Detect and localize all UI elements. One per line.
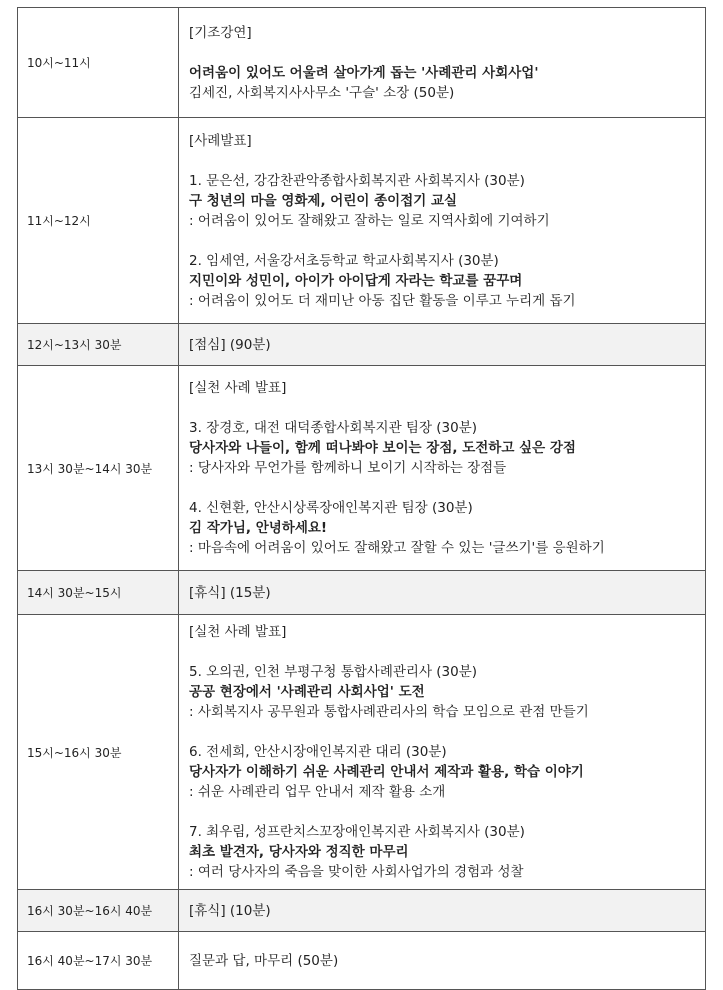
talk-speaker: 4. 신현환, 안산시상록장애인복지관 팀장 (30분) <box>189 500 473 516</box>
talk-speaker: 김세진, 사회복지사사무소 '구슬' 소장 (50분) <box>189 84 455 101</box>
time-cell: 10시~11시 <box>18 8 179 118</box>
talk-speaker: 3. 장경호, 대전 대덕종합사회복지관 팀장 (30분) <box>189 420 478 436</box>
talk-description: : 어려움이 있어도 더 재미난 아동 집단 활동을 이루고 누리게 돕기 <box>189 292 576 309</box>
time-cell: 16시 40분~17시 30분 <box>18 932 179 990</box>
talk-speaker: 6. 전세희, 안산시장애인복지관 대리 (30분) <box>189 744 447 760</box>
talk-description: : 어려움이 있어도 잘해왔고 잘하는 일로 지역사회에 기여하기 <box>189 212 550 229</box>
time-cell: 16시 30분~16시 40분 <box>18 890 179 932</box>
talk-description: : 여러 당사자의 죽음을 맞이한 사회사업가의 경험과 성찰 <box>189 864 524 880</box>
talk-title: 어려움이 있어도 어울려 살아가게 돕는 '사례관리 사회사업' <box>189 64 539 81</box>
section-label: [실천 사례 발표] <box>189 380 287 396</box>
talk-speaker: 2. 임세연, 서울강서초등학교 학교사회복지사 (30분) <box>189 252 499 269</box>
schedule-row <box>18 615 706 890</box>
talk-description: : 당사자와 무언가를 함께하니 보이기 시작하는 장점들 <box>189 460 507 476</box>
time-cell: 11시~12시 <box>18 118 179 324</box>
schedule-row <box>18 8 706 118</box>
talk-description: : 쉬운 사례관리 업무 안내서 제작 활용 소개 <box>189 784 446 800</box>
time-cell: 13시 30분~14시 30분 <box>18 366 179 571</box>
section-label: [사례발표] <box>189 132 252 149</box>
talk-speaker: 5. 오의권, 인천 부평구청 통합사례관리사 (30분) <box>189 664 478 680</box>
schedule-row <box>18 324 706 366</box>
talk-description: : 마음속에 어려움이 있어도 잘해왔고 잘할 수 있는 '글쓰기'를 응원하기 <box>189 540 605 556</box>
content-cell: [점심] (90분) <box>179 324 706 366</box>
content-cell <box>179 366 706 571</box>
talk-description: : 사회복지사 공무원과 통합사례관리사의 학습 모임으로 관점 만들기 <box>189 704 589 720</box>
talk-title: 당사자가 이해하기 쉬운 사례관리 안내서 제작과 활용, 학습 이야기 <box>189 764 584 780</box>
schedule-table <box>17 7 706 990</box>
talk-title: 공공 현장에서 '사례관리 사회사업' 도전 <box>189 684 425 700</box>
content-cell: [휴식] (10분) <box>179 890 706 932</box>
schedule-row <box>18 571 706 615</box>
talk-title: 최초 발견자, 당사자와 정직한 마무리 <box>189 844 409 860</box>
talk-speaker: 1. 문은선, 강감찬관악종합사회복지관 사회복지사 (30분) <box>189 172 525 189</box>
schedule-row <box>18 890 706 932</box>
talk-title: 당사자와 나들이, 함께 떠나봐야 보이는 장점, 도전하고 싶은 강점 <box>189 440 576 456</box>
section-label: [실천 사례 발표] <box>189 624 287 640</box>
time-cell: 12시~13시 30분 <box>18 324 179 366</box>
content-cell <box>179 118 706 324</box>
section-label: [기조강연] <box>189 24 252 41</box>
time-cell: 14시 30분~15시 <box>18 571 179 615</box>
time-cell: 15시~16시 30분 <box>18 615 179 890</box>
content-cell: [휴식] (15분) <box>179 571 706 615</box>
schedule-row <box>18 366 706 571</box>
content-cell <box>179 8 706 118</box>
talk-title: 김 작가님, 안녕하세요! <box>189 520 328 536</box>
talk-title: 구 청년의 마을 영화제, 어린이 종이접기 교실 <box>189 192 458 209</box>
content-cell: 질문과 답, 마무리 (50분) <box>179 932 706 990</box>
schedule-row <box>18 118 706 324</box>
schedule-row <box>18 932 706 990</box>
talk-speaker: 7. 최우림, 성프란치스꼬장애인복지관 사회복지사 (30분) <box>189 824 525 840</box>
talk-title: 지민이와 성민이, 아이가 아이답게 자라는 학교를 꿈꾸며 <box>189 272 523 289</box>
content-cell <box>179 615 706 890</box>
